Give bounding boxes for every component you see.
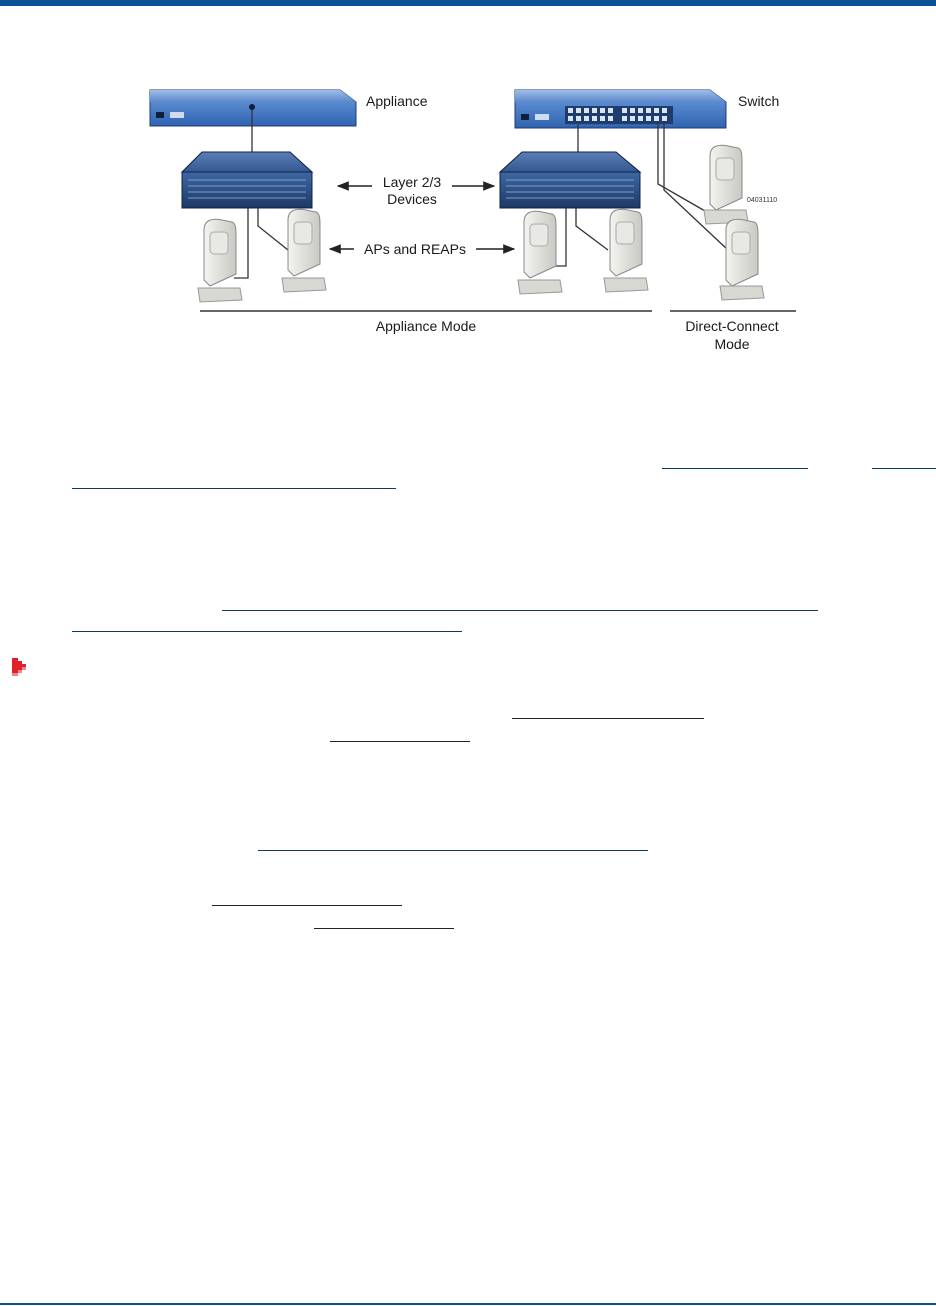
body-link[interactable] [258,836,648,851]
layer-devices-label-2: Devices [387,191,437,207]
appliance-device [150,90,356,126]
bottom-rule [0,1303,936,1305]
direct-connect-label-2: Mode [714,336,750,352]
right-layer23-device [500,152,640,208]
access-point [282,209,326,292]
body-link[interactable] [212,891,402,906]
appliance-label: Appliance [366,93,428,109]
access-point [198,219,242,302]
access-point [604,209,648,292]
top-brand-bar [0,0,936,6]
note-arrow-icon [10,656,32,678]
left-layer23-device [182,152,312,208]
access-point [720,219,764,300]
access-point [518,211,562,294]
body-link[interactable] [72,474,396,489]
direct-connect-label-1: Direct-Connect [685,318,779,334]
appliance-mode-label: Appliance Mode [375,318,477,334]
switch-label: Switch [738,93,780,109]
body-link[interactable] [872,454,936,469]
body-link[interactable] [330,727,470,742]
body-link[interactable] [314,914,454,929]
aps-reaps-label: APs and REAPs [364,241,466,257]
switch-device [515,90,726,128]
body-link[interactable] [512,704,704,719]
access-point [704,145,748,224]
network-topology-diagram [140,80,800,370]
body-link[interactable] [72,617,462,632]
body-link[interactable] [222,596,818,611]
figure-code: 04031110 [747,197,778,204]
body-link[interactable] [662,454,808,469]
layer-devices-label-1: Layer 2/3 [382,174,442,190]
